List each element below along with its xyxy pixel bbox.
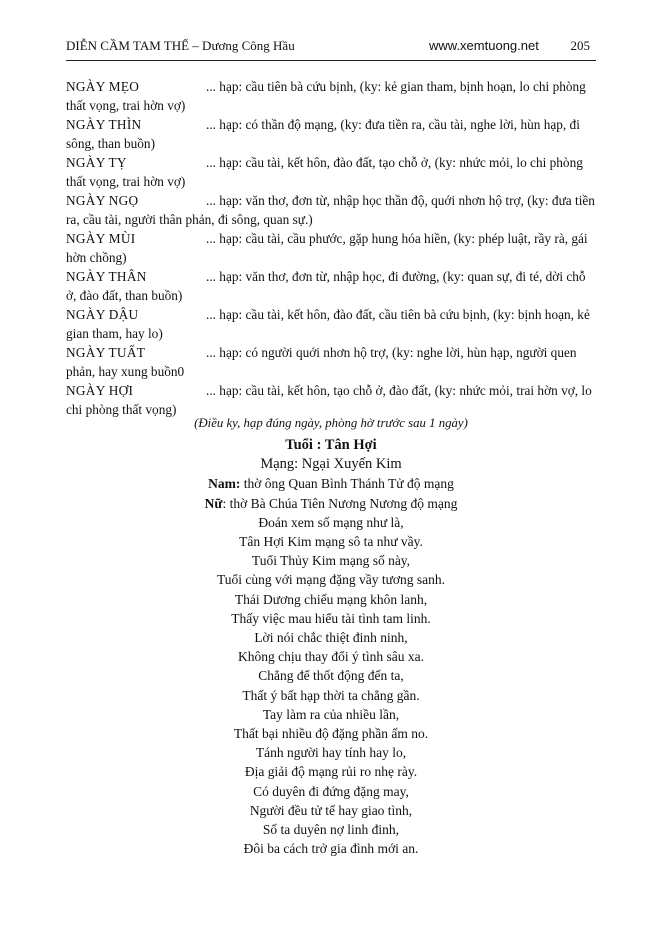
- day-text: ... hạp: cầu tài, kết hôn, tạo chỗ ở, đào đất, (ky: nhức mỏi, trai hờn vợ, lo chi phòng thất vọng): [66, 383, 592, 417]
- day-note: (Điều ky, hạp đúng ngày, phòng hờ trước sau 1 ngày): [194, 416, 468, 430]
- day-name: NGÀY THÂN: [66, 269, 147, 284]
- day-name: NGÀY DẬU: [66, 307, 139, 322]
- day-entry: [66, 229, 596, 267]
- day-text: ... hạp: cầu tài, kết hôn, đào đất, cầu tiên bà cứu bịnh, (ky: bịnh hoạn, kẻ gian tham, hay lo): [66, 307, 590, 341]
- day-entry: [66, 343, 596, 381]
- poem-line: Thất ý bất hạp thời ta chẳng gần.: [242, 687, 420, 703]
- poem-line: Thái Dương chiếu mạng khôn lanh,: [234, 591, 428, 607]
- day-entry: [66, 115, 596, 153]
- day-text: ... hạp: có thần độ mạng, (ky: đưa tiền ra, cầu tài, nghe lời, hùn hạp, đi sông, than buồn): [66, 117, 580, 151]
- book-title: DIỄN CẦM TAM THẾ – Dương Công Hầu: [66, 38, 295, 53]
- poem-line: Không chịu thay đổi ý tình sâu xa.: [238, 649, 424, 665]
- nam-line: [66, 474, 596, 493]
- poem-line: Số ta duyên nợ linh đinh,: [262, 822, 400, 838]
- day-text: ... hạp: cầu tài, cầu phước, gặp hung hóa hiền, (ky: phép luật, rầy rà, gái hờn chồng): [66, 231, 588, 265]
- poem-line: Địa giải độ mạng rủi ro nhẹ rày.: [244, 764, 418, 780]
- day-name: NGÀY MẸO: [66, 79, 140, 94]
- nu-line: [66, 494, 596, 513]
- day-entry: [66, 153, 596, 191]
- poem-section: [66, 436, 596, 858]
- poem-line: Có duyên đi đứng đặng may,: [253, 783, 409, 799]
- day-text: ... hạp: cầu tài, kết hôn, đào đất, tạo chỗ ở, (ky: nhức mỏi, lo chi phòng thất vọng, trai hờn vợ): [66, 155, 583, 189]
- poem-line: Đôi ba cách trở gia đình mới an.: [243, 841, 419, 857]
- poem-title: Tuổi : Tân Hợi: [285, 437, 377, 453]
- poem-line: Thấy việc mau hiểu tài tình tam linh.: [231, 610, 431, 626]
- day-name: NGÀY NGỌ: [66, 193, 139, 208]
- nu-label: Nữ: [204, 495, 223, 511]
- day-text: ... hạp: cầu tiên bà cứu bịnh, (ky: kẻ gian tham, bịnh hoạn, lo chi phòng thất vọng, trai hờn vợ): [66, 79, 586, 113]
- poem-line: Thất bại nhiều độ đặng phần ấm no.: [233, 726, 429, 742]
- day-entry: [66, 267, 596, 305]
- poem-line: Lời nói chắc thiệt đinh ninh,: [254, 630, 408, 646]
- poem-line: Tân Hợi Kim mạng sô ta như vầy.: [239, 534, 423, 550]
- day-name: NGÀY TỴ: [66, 155, 127, 170]
- nu-text: : thờ Bà Chúa Tiên Nương Nương độ mạng: [222, 495, 458, 511]
- day-text: ... hạp: văn thơ, đơn từ, nhập học, đi đường, (ky: quan sự, đi té, dời chỗ ở, đào đất, than buồn): [66, 269, 586, 303]
- poem-line: Chẳng để thốt động đến ta,: [258, 668, 404, 684]
- nam-text: thờ ông Quan Bình Thánh Tử độ mạng: [240, 476, 454, 492]
- poem-line: Tay làm ra của nhiều lần,: [262, 706, 400, 722]
- day-name: NGÀY HỢI: [66, 383, 134, 398]
- day-name: NGÀY MÙI: [66, 231, 136, 246]
- day-entry: [66, 381, 596, 419]
- poem-line: Đoán xem số mạng như là,: [258, 514, 404, 530]
- page-number: 205: [570, 38, 590, 53]
- nam-label: Nam:: [208, 476, 241, 492]
- website-url[interactable]: www.xemtuong.net: [429, 38, 539, 53]
- menh-line: Mạng: Ngại Xuyến Kim: [260, 456, 402, 473]
- day-name: NGÀY THÌN: [66, 117, 142, 132]
- day-text: ... hạp: có người quới nhơn hộ trợ, (ky: nghe lời, hùn hạp, người quen phản, hay xung buồn0: [66, 345, 577, 379]
- page-header: [66, 38, 594, 56]
- poem-line: Người đều tử tế hay giao tình,: [249, 802, 413, 818]
- day-entry: [66, 77, 596, 115]
- poem-line: Tuổi cùng với mạng đặng vầy tương sanh.: [216, 572, 446, 588]
- day-name: NGÀY TUẤT: [66, 345, 146, 360]
- day-list: [66, 77, 596, 419]
- day-text: ... hạp: văn thơ, đơn từ, nhập học thần độ, quới nhơn hộ trợ, (ky: đưa tiền ra, cầu tài, người thân phản, đi sông, quan sự.): [66, 193, 595, 227]
- header-divider: [66, 60, 596, 61]
- poem-line: Tánh người hay tính hay lo,: [255, 745, 407, 761]
- day-entry: [66, 305, 596, 343]
- day-entry: [66, 191, 596, 229]
- poem-line: Tuổi Thủy Kim mạng số này,: [251, 553, 411, 569]
